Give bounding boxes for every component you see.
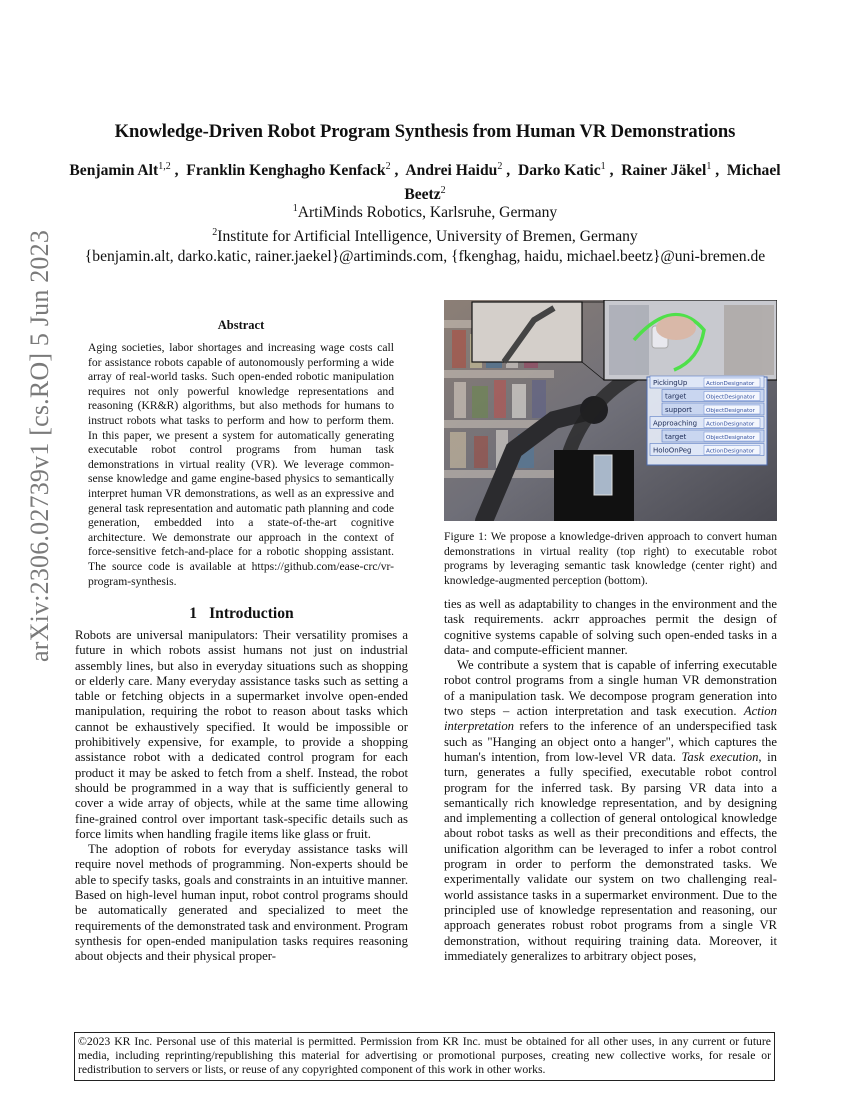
author-affiliation-marker: 1 (706, 161, 712, 172)
author-affiliation-marker: 2 (440, 185, 446, 197)
designator-row (650, 444, 764, 456)
author-emails: {benjamin.alt, darko.katic, rainer.jaekel}@artiminds.com, {fkenghag, haidu, michael.beetz}@uni-bremen.de (84, 247, 766, 265)
author-affiliation-marker: 1 (600, 161, 606, 172)
designator-name: PickingUp (653, 379, 688, 387)
figure-caption (444, 530, 777, 588)
author-affiliation-marker: 2 (385, 161, 391, 172)
designator-name: target (665, 433, 687, 441)
affiliation-1: $^1$ArtiMinds Robotics, Karlsruhe, Germany (292, 203, 558, 222)
designator-name: Approaching (653, 419, 698, 428)
left-column-body (75, 628, 408, 965)
abstract-text: Aging societies, labor shortages and increasing wage costs call for assistance robots capable of autonomously performing a wide array of real-world tasks. Such open-ended robotic manipulation requires not only powerful knowledge representations and reasoning (KR&R) algorithms, but also methods for humans to instruct robots what tasks to perform and how to perform them. In this paper, we present a system for automatically generating executable robot control programs from human task demonstrations in virtual reality (VR). We leverage common-sense knowledge and game engine-based physics to semantically interpret human VR demonstrations, as well as an expressive and general task representation and automatic path planning and code generation, embedded into a state-of-the-art cognitive architecture. We demonstrate our approach in the context of force-sensitive fetch-and-place for a robotic shopping assistant. The source code is available at https://github.com/ease-crc/vr-program-synthesis. (88, 341, 394, 588)
italic-term: Task execution (681, 749, 759, 764)
affiliation-2: $^2$Institute for Artificial Intelligence, University of Bremen, Germany (212, 226, 638, 245)
paragraph: The adoption of robots for everyday assistance tasks will require novel methods of programming. Non-experts should be able to specify tasks, goals and constraints in an intuitive manner. Based on high-level human input, robot control programs should be automatically generated and specialized to meet the requirements of the demonstrated task and environment. Program synthesis for open-ended manipulation tasks requires reasoning about objects and their physical proper- (75, 842, 408, 964)
designator-type: ObjectDesignator (706, 408, 755, 414)
designator-name: HoloOnPeg (653, 446, 692, 455)
author-name: Rainer Jäkel (621, 162, 707, 180)
designator-type: ActionDesignator (706, 421, 755, 428)
italic-term: Action interpretation (444, 704, 777, 734)
designator-name: target (665, 392, 687, 401)
arxiv-identifier: arXiv:2306.02739v1 [cs.RO] 5 Jun 2023 (25, 229, 54, 662)
author-name: Michael Beetz (404, 162, 781, 204)
designator-row (662, 390, 764, 402)
paragraph: ties as well as adaptability to changes in the environment and the task requirements. ackrr approaches permit the design of cognitive systems capable of solving such open-ended tasks in a data- and compute-efficient manner. (444, 597, 777, 657)
designator-type: ObjectDesignator (706, 394, 755, 401)
author-name: Benjamin Alt (69, 162, 159, 180)
author-list: Benjamin Alt$^{1,2}$ , Franklin Kenghagho Kenfack$^2$ , Andrei Haidu$^2$ , Darko Katic$^1$ , Rainer Jäkel$^1$ , Michael Beetz$^2$ (69, 161, 781, 204)
figure-caption-text: Figure 1: We propose a knowledge-driven approach to convert human demonstrations in virtual reality (top right) to executable robot programs by leveraging semantic task knowledge (center right) and knowledge-augmented perception (bottom). (444, 530, 777, 587)
designator-panel (647, 376, 767, 465)
designator-name: support (665, 406, 692, 414)
right-column-body (444, 597, 777, 964)
designator-row (650, 417, 764, 429)
designator-type: ActionDesignator (706, 448, 755, 455)
author-affiliation-marker: 2 (497, 161, 503, 172)
paper-title: Knowledge-Driven Robot Program Synthesis from Human VR Demonstrations (114, 121, 736, 142)
figure-1-illustration (444, 300, 777, 521)
designator-row (650, 376, 764, 388)
designator-row (662, 403, 764, 415)
vr-hand (656, 316, 696, 340)
affiliations (60, 199, 790, 266)
designator-type: ActionDesignator (706, 381, 755, 387)
paragraph: Robots are universal manipulators: Their versatility promises a future in which robots assist humans not just on industrial assembly lines, but also in everyday situations such as shopping or elderly care. Many everyday assistance tasks such as setting a table or fetching objects in a supermarket involve open-ended manipulation, requiring the robot to reason about tasks which cannot be exhaustively specified. It would be impossible or prohibitively expensive, for example, to provide a shopping assistance robot with a dedicated control program for each product it may be asked to fetch from a shelf. Instead, the robot should be programmed in a way that is sufficiently general to cover a wide array of objects, while at the same time allowing fine-grained control over important task-specific details such as force limits when handling fragile items like glass or fruit. (75, 628, 408, 841)
abstract-heading: Abstract (217, 318, 265, 332)
section-title: Introduction (209, 605, 294, 622)
detected-object (594, 455, 612, 495)
author-name: Darko Katic (517, 162, 601, 180)
abstract-body (88, 341, 394, 589)
author-name: Franklin Kenghagho Kenfack (186, 162, 386, 180)
section-heading (75, 605, 408, 623)
figure-1-image (444, 300, 777, 521)
designator-row (662, 430, 764, 442)
author-name: Andrei Haidu (405, 162, 498, 180)
copyright-notice: ©2023 KR Inc. Personal use of this material is permitted. Permission from KR Inc. must be obtained for all other uses, in any current or future media, including reprinting/republishing this material for advertising or promotional purposes, creating new collective works, for resale or redistribution to servers or lists, or reuse of any copyrighted component of this work in other works. (74, 1032, 775, 1081)
paragraph: We contribute a system that is capable of inferring executable robot control programs from a single human VR demonstration of a manipulation task. We decompose program generation into two steps – action interpretation and task execution. Action interpretation refers to the inference of an underspecified task such as "Hanging an object onto a hanger", which captures the human's intention, from low-level VR data. Task execution, in turn, generates a fully specified, executable robot control program for the inferred task. By parsing VR data into a semantically rich knowledge representation, and by designing and implementing a collection of general ontological knowledge about robot tasks as well as their preconditions and effects, the unification algorithm can be leveraged to infer a robot control program in order to perform the demonstrated tasks. We experimentally validate our system on two challenging real-world assistance tasks in a supermarket environment. Due to the principled use of knowledge representation and reasoning, our approach generates robust robot programs from a single VR demonstration, without requiring training data. Moreover, it immediately generalizes to arbitrary object poses, (444, 658, 777, 963)
section-number: 1 (189, 605, 198, 622)
designator-type: ObjectDesignator (706, 435, 755, 441)
author-affiliation-marker: 1,2 (158, 161, 171, 172)
